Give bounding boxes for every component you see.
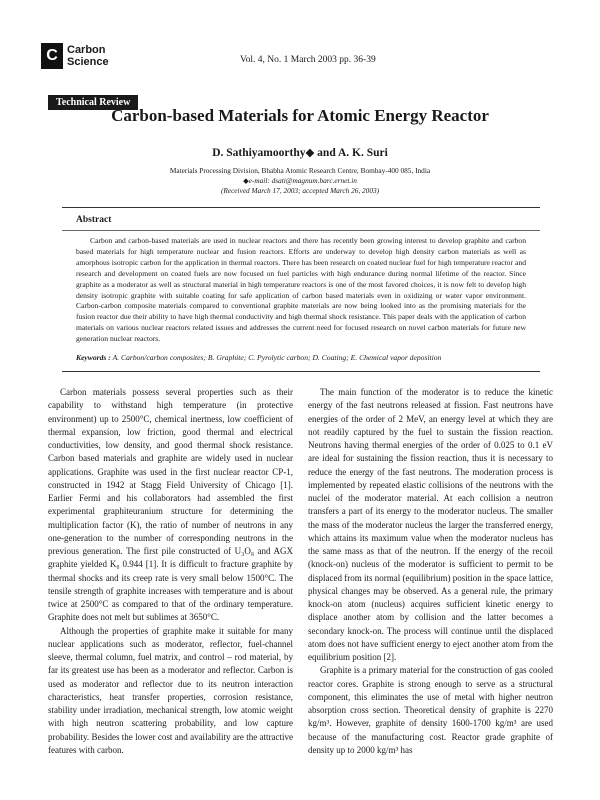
affiliation: Materials Processing Division, Bhabha Atomic Research Centre, Bombay-400 085, India <box>169 166 431 175</box>
paper-title: Carbon-based Materials for Atomic Energy Reactor <box>111 106 489 125</box>
keywords <box>76 353 526 363</box>
abstract-heading: Abstract <box>76 215 112 225</box>
keywords-text: A. Carbon/carbon composites; B. Graphite; C. Pyrolytic carbon; D. Coating; E. Chemical vapor deposition <box>112 353 442 362</box>
affiliation-block <box>0 166 600 196</box>
journal-logo <box>41 43 109 69</box>
citation: Vol. 4, No. 1 March 2003 pp. 36-39 <box>240 55 376 65</box>
authors: D. Sathiyamoorthy◆ and A. K. Suri <box>212 147 388 159</box>
journal-name-line1: Carbon <box>67 44 106 56</box>
keywords-label: Keywords : <box>76 353 111 362</box>
journal-name <box>67 44 109 68</box>
body-column-right <box>308 386 553 786</box>
carbon-science-logo-icon: C <box>41 43 63 69</box>
abstract-divider <box>62 230 540 231</box>
received-dates: (Received March 17, 2003; accepted March 26, 2003) <box>220 186 380 195</box>
body-paragraph: Carbon materials possess several properties such as their capability to withstand high temperature (in protective environment) up to 2500°C, chemical inertness, low coefficient of thermal expansion, low friction, good thermal and electrical conductivities, low density, and good thermal shock resistance. Carbon based materials and graphite are widely used in nuclear applications. Graphite was used in the first nuclear reactor CP-1, constructed in 1942 at Stagg Field University of Chicago [1]. Earlier Fermi and his collaborators had assembled the first experimental graphiteuranium structure for determining the multiplication factor (K), the ratio of number of neutrons in any one-generation to the number of corresponding neutrons in the previous generation. The first pile constructed of U₃O₈ and AGX graphite yielded K₀ 0.944 [1]. It is difficult to fracture graphite by thermal shocks and its creep rate is very small below 1500°C. The tensile strength of graphite increases with temperature and is about twice at 2500°C as compared to that of the ordinary temperature. Graphite does not melt but sublimes at 3650°C. <box>48 387 293 623</box>
body-paragraph: Graphite is a primary material for the construction of gas cooled reactor cores. Graphite is strong enough to serve as a structural component, this eliminates the use of metal with higher neutron absorption cross section. Theoretical density of graphite is 2270 kg/m³. However, graphite of density 1600-1700 kg/m³ are used because of the manufacturing cost. Reactor grade graphite of density up to 2000 kg/m³ has <box>308 665 553 755</box>
body-paragraph: Although the properties of graphite make it suitable for many nuclear applications such as moderator, reflector, fuel-channel sleeve, thermal column, fuel matrix, and control – rod material, by far its greatest use has been as a moderator and reflector. Carbon is used as moderator and reflector due to its neutron interaction characteristics, heat transfer properties, corrosion resistance, stability under irradiation, mechanical strength, low atomic weight with high neutron scattering probability, and low capture probability. Besides the lower cost and availability are the attractive features with carbon. <box>48 625 293 755</box>
abstract-text: Carbon and carbon-based materials are used in nuclear reactors and there has recently been growing interest to develop graphite and carbon based materials for high temperature nuclear and fusion reactors. Efforts are underway to develop high density carbon materials as well as amorphous isotropic carbon for the application in thermal reactors. There has been research on coated nuclear fuel for high temperature reactor and research and development on coated fuels are now focused on fuel particles with high endurance during normal lifetime of the reactor. Since graphite as a moderator as well as structural material in high temperature reactors is one of the most favored choices, it is now felt to develop high density isotropic graphite with suitable coating for safe application of carbon based materials even in oxidizing or water vapor environment. Carbon-carbon composite materials compared to conventional graphite materials are now being looked into as the promising materials for the fusion reactor due their ability to have high thermal conductivity and high thermal shock resistance. This paper deals with the application of carbon materials on various nuclear reactors related issues and addresses the current need for focused research on novel carbon materials for future new generation nuclear reactors. <box>76 236 526 344</box>
journal-name-line2: Science <box>67 56 109 68</box>
abstract-box <box>62 207 540 372</box>
body-paragraph: The main function of the moderator is to reduce the kinetic energy of the fast neutrons released at fission. Fast neutrons have energies of the order of 2 MeV, an energy level at which they are not readily captured by the fuel to sustain the fission reaction. Neutrons having thermal energies of the order of 0.025 to 0.1 eV are ideal for sustaining the fission reaction, thus it is necessary to reduce the energy of the fast neutrons. The moderation process is implemented by repeated elastic collisions of the neutrons with the nuclei of the moderator material. At each collision a neutron transfers a part of its energy to the moderator nucleus. The smaller the mass of the moderator nucleus the larger the transferred energy, which attains its maximum value when the moderator nucleus has the same mass as that of the neutron. If the energy of the recoil (knock-on) nucleus of the moderator is sufficient to permit to be displaced from its normal (equilibrium) position in the space lattice, physical changes may be observed. As a general rule, the primary knock-on atom (nucleus) acquires sufficient kinetic energy to displace another atom by collision and the latter becomes a secondary knock-on. The process will continue until the displaced atom does not have sufficient energy to eject another atom from the equilibrium position [2]. <box>308 387 553 662</box>
body-column-left <box>48 386 293 786</box>
email[interactable]: ◆e-mail: dsati@magnum.barc.ernet.in <box>243 176 357 185</box>
section-tag: Technical Review <box>48 95 138 110</box>
